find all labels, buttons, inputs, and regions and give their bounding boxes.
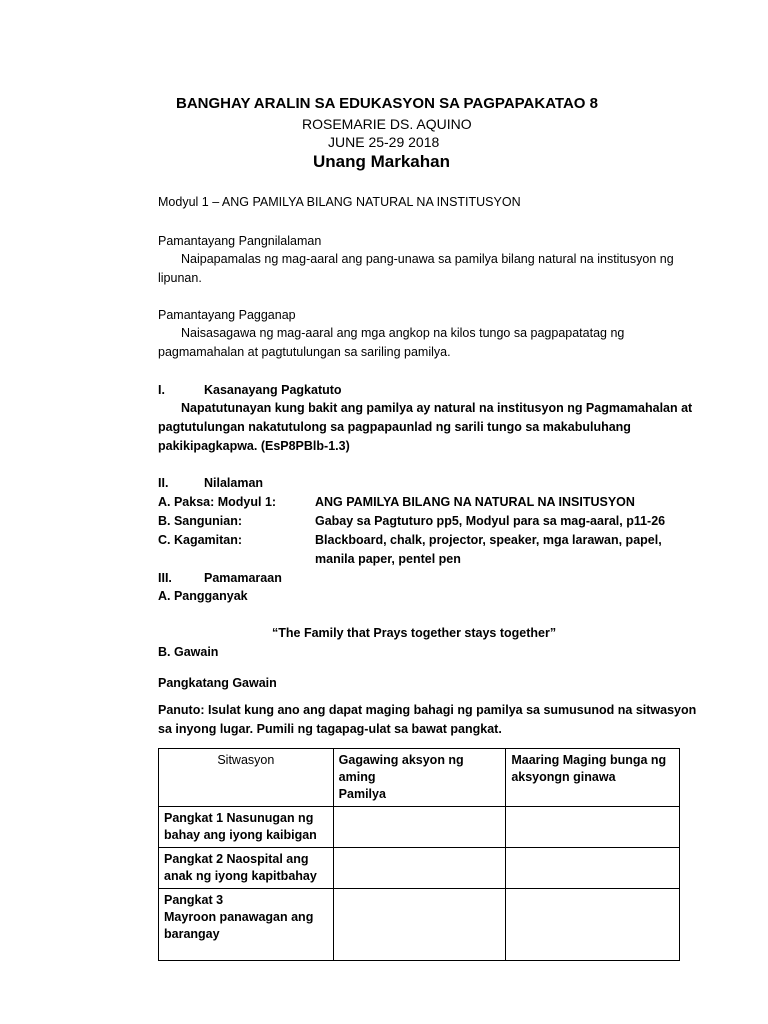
competency-text-2: pagtutulungan nakatutulong sa pagpapaunlad ng sarili tungo sa makabuluhang: [158, 420, 631, 434]
section3-heading: Pamamaraan: [204, 571, 282, 585]
content-standard-text-cont: lipunan.: [158, 271, 202, 285]
lesson-date: JUNE 25-29 2018: [328, 134, 440, 150]
performance-standard-heading: Pamantayang Pagganap: [158, 308, 296, 322]
row1-result-cell[interactable]: [506, 807, 680, 848]
instruction-text: Panuto: Isulat kung ano ang dapat maging bahagi ng pamilya sa sumusunod na sitwasyon: [158, 703, 697, 717]
table-header-row: [159, 749, 680, 807]
reference-value: Gabay sa Pagtuturo pp5, Modyul para sa mag-aaral, p11-26: [315, 514, 666, 528]
table-row: [159, 848, 680, 889]
instruction-text-cont: sa inyong lugar. Pumili ng tagapag-ulat sa bawat pangkat.: [158, 722, 502, 736]
row3-result-cell[interactable]: [506, 889, 680, 961]
table-row: [159, 889, 680, 961]
section1-number: I.: [158, 383, 165, 397]
table-row: [159, 807, 680, 848]
activity-label: B. Gawain: [158, 645, 219, 659]
topic-value: ANG PAMILYA BILANG NA NATURAL NA INSITUSYON: [315, 495, 635, 509]
materials-label: C. Kagamitan:: [158, 533, 243, 547]
content-standard-heading: Pamantayang Pangnilalaman: [158, 234, 322, 248]
header-bunga: Maaring Maging bunga ng aksyongn ginawa: [506, 749, 680, 807]
document-title: BANGHAY ARALIN SA EDUKASYON SA PAGPAPAKATAO 8: [176, 95, 598, 112]
section2-number: II.: [158, 476, 169, 490]
section3-number: III.: [158, 571, 172, 585]
row1-situation: Pangkat 1 Nasunugan ng bahay ang iyong kaibigan: [159, 807, 334, 848]
performance-standard-text: Naisasagawa ng mag-aaral ang mga angkop na kilos tungo sa pagpapatatag ng: [181, 326, 625, 340]
competency-text-3: pakikipagkapwa. (EsP8PBlb-1.3): [158, 439, 350, 453]
section2-heading: Nilalaman: [204, 476, 264, 490]
reference-label: B. Sangunian:: [158, 514, 243, 528]
module-title: Modyul 1 – ANG PAMILYA BILANG NATURAL NA INSTITUSYON: [158, 195, 521, 209]
materials-value: Blackboard, chalk, projector, speaker, mga larawan, papel,: [315, 533, 662, 547]
row2-situation: Pangkat 2 Naospital ang anak ng iyong kapitbahay: [159, 848, 334, 889]
header-sitwasyon: Sitwasyon: [159, 749, 334, 807]
motivation-quote: “The Family that Prays together stays together”: [272, 626, 557, 640]
row1-action-cell[interactable]: [333, 807, 506, 848]
competency-text: Napatutunayan kung bakit ang pamilya ay natural na institusyon ng Pagmamahalan at: [181, 401, 693, 415]
author-name: ROSEMARIE DS. AQUINO: [302, 116, 472, 132]
group-activity-table: [158, 748, 680, 961]
row3-action-cell[interactable]: [333, 889, 506, 961]
group-activity-heading: Pangkatang Gawain: [158, 676, 277, 690]
row2-action-cell[interactable]: [333, 848, 506, 889]
performance-standard-text-cont: pagmamahalan at pagtutulungan sa sariling pamilya.: [158, 345, 451, 359]
topic-label: A. Paksa: Modyul 1:: [158, 495, 277, 509]
materials-value-cont: manila paper, pentel pen: [315, 552, 461, 566]
motivation-label: A. Pangganyak: [158, 589, 248, 603]
quarter-heading: Unang Markahan: [313, 152, 450, 171]
content-standard-text: Naipapamalas ng mag-aaral ang pang-unawa sa pamilya bilang natural na institusyon ng: [181, 252, 674, 266]
section1-heading: Kasanayang Pagkatuto: [204, 383, 342, 397]
header-aksyon: Gagawing aksyon ng aming Pamilya: [333, 749, 506, 807]
row3-situation: Pangkat 3 Mayroon panawagan ang barangay: [159, 889, 334, 961]
row2-result-cell[interactable]: [506, 848, 680, 889]
